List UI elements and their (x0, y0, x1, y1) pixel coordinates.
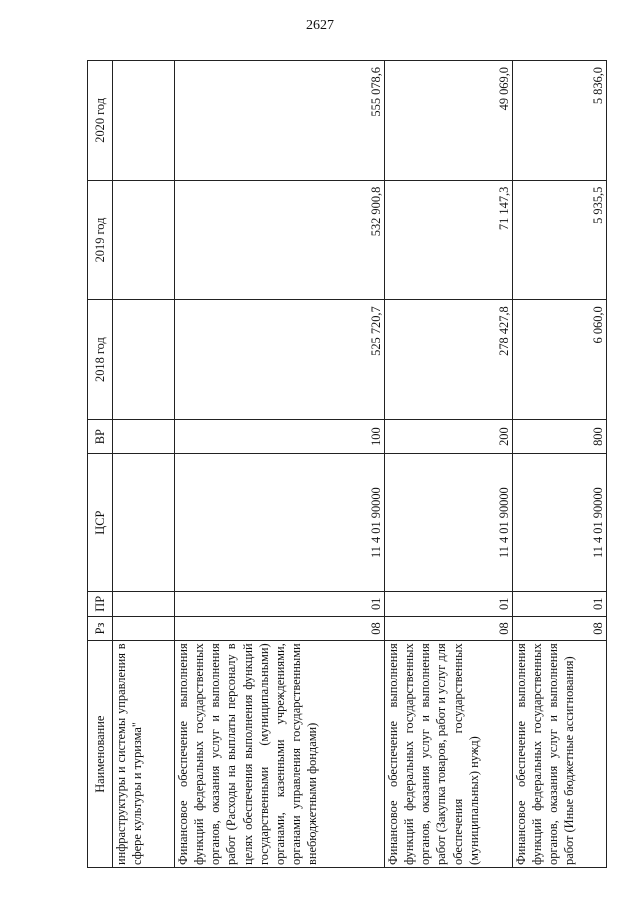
header-name: Наименование (88, 641, 113, 868)
header-2018: 2018 год (88, 300, 113, 420)
row-name: инфраструктуры и системы управления в сфере культуры и туризма" (113, 641, 175, 868)
row-pr: 01 (175, 591, 385, 616)
header-rz: Рз (88, 616, 113, 641)
row-name: Финансовое обеспечение выполнения функций федеральных государственных органов, оказания услуг и выполнения работ (Закупка товаров, работ и услуг для обеспечения государственных (муниципальных) нужд) (385, 641, 513, 868)
table-row (113, 61, 175, 868)
row-rz: 08 (385, 616, 513, 641)
row-vr: 100 (175, 419, 385, 453)
row-csr: 11 4 01 90000 (175, 454, 385, 592)
header-2019: 2019 год (88, 180, 113, 300)
row-vr: 200 (385, 419, 513, 453)
table-row (513, 61, 607, 868)
header-csr: ЦСР (88, 454, 113, 592)
row-2018: 525 720,7 (175, 300, 385, 420)
row-rz: 08 (513, 616, 607, 641)
row-rz: 08 (175, 616, 385, 641)
header-pr: ПР (88, 591, 113, 616)
header-vr: ВР (88, 419, 113, 453)
row-2020: 555 078,6 (175, 61, 385, 181)
row-rz (113, 616, 175, 641)
row-2020: 49 069,0 (385, 61, 513, 181)
row-csr (113, 454, 175, 592)
row-2018 (113, 300, 175, 420)
row-2018: 278 427,8 (385, 300, 513, 420)
budget-table (87, 60, 607, 868)
row-2019: 532 900,8 (175, 180, 385, 300)
row-pr (113, 591, 175, 616)
row-2019 (113, 180, 175, 300)
page-number: 2627 (306, 18, 334, 33)
row-2019: 5 935,5 (513, 180, 607, 300)
row-2019: 71 147,3 (385, 180, 513, 300)
row-vr: 800 (513, 419, 607, 453)
row-2020 (113, 61, 175, 181)
row-pr: 01 (385, 591, 513, 616)
row-csr: 11 4 01 90000 (513, 454, 607, 592)
budget-table-rotated (87, 60, 612, 868)
table-header-row (88, 61, 113, 868)
header-2020: 2020 год (88, 61, 113, 181)
row-name: Финансовое обеспечение выполнения функций федеральных государственных органов, оказания услуг и выполнения работ (Расходы на выплаты персоналу в целях обеспечения выполнения функций государственными (муниципальными) органами, казенными учреждениями, органами управления государственными внебюджетными фондами) (175, 641, 385, 868)
table-row (175, 61, 385, 868)
row-2020: 5 836,0 (513, 61, 607, 181)
row-2018: 6 060,0 (513, 300, 607, 420)
row-vr (113, 419, 175, 453)
row-csr: 11 4 01 90000 (385, 454, 513, 592)
row-pr: 01 (513, 591, 607, 616)
row-name: Финансовое обеспечение выполнения функций федеральных государственных органов, оказания услуг и выполнения работ (Иные бюджетные ассигнования) (513, 641, 607, 868)
table-row (385, 61, 513, 868)
